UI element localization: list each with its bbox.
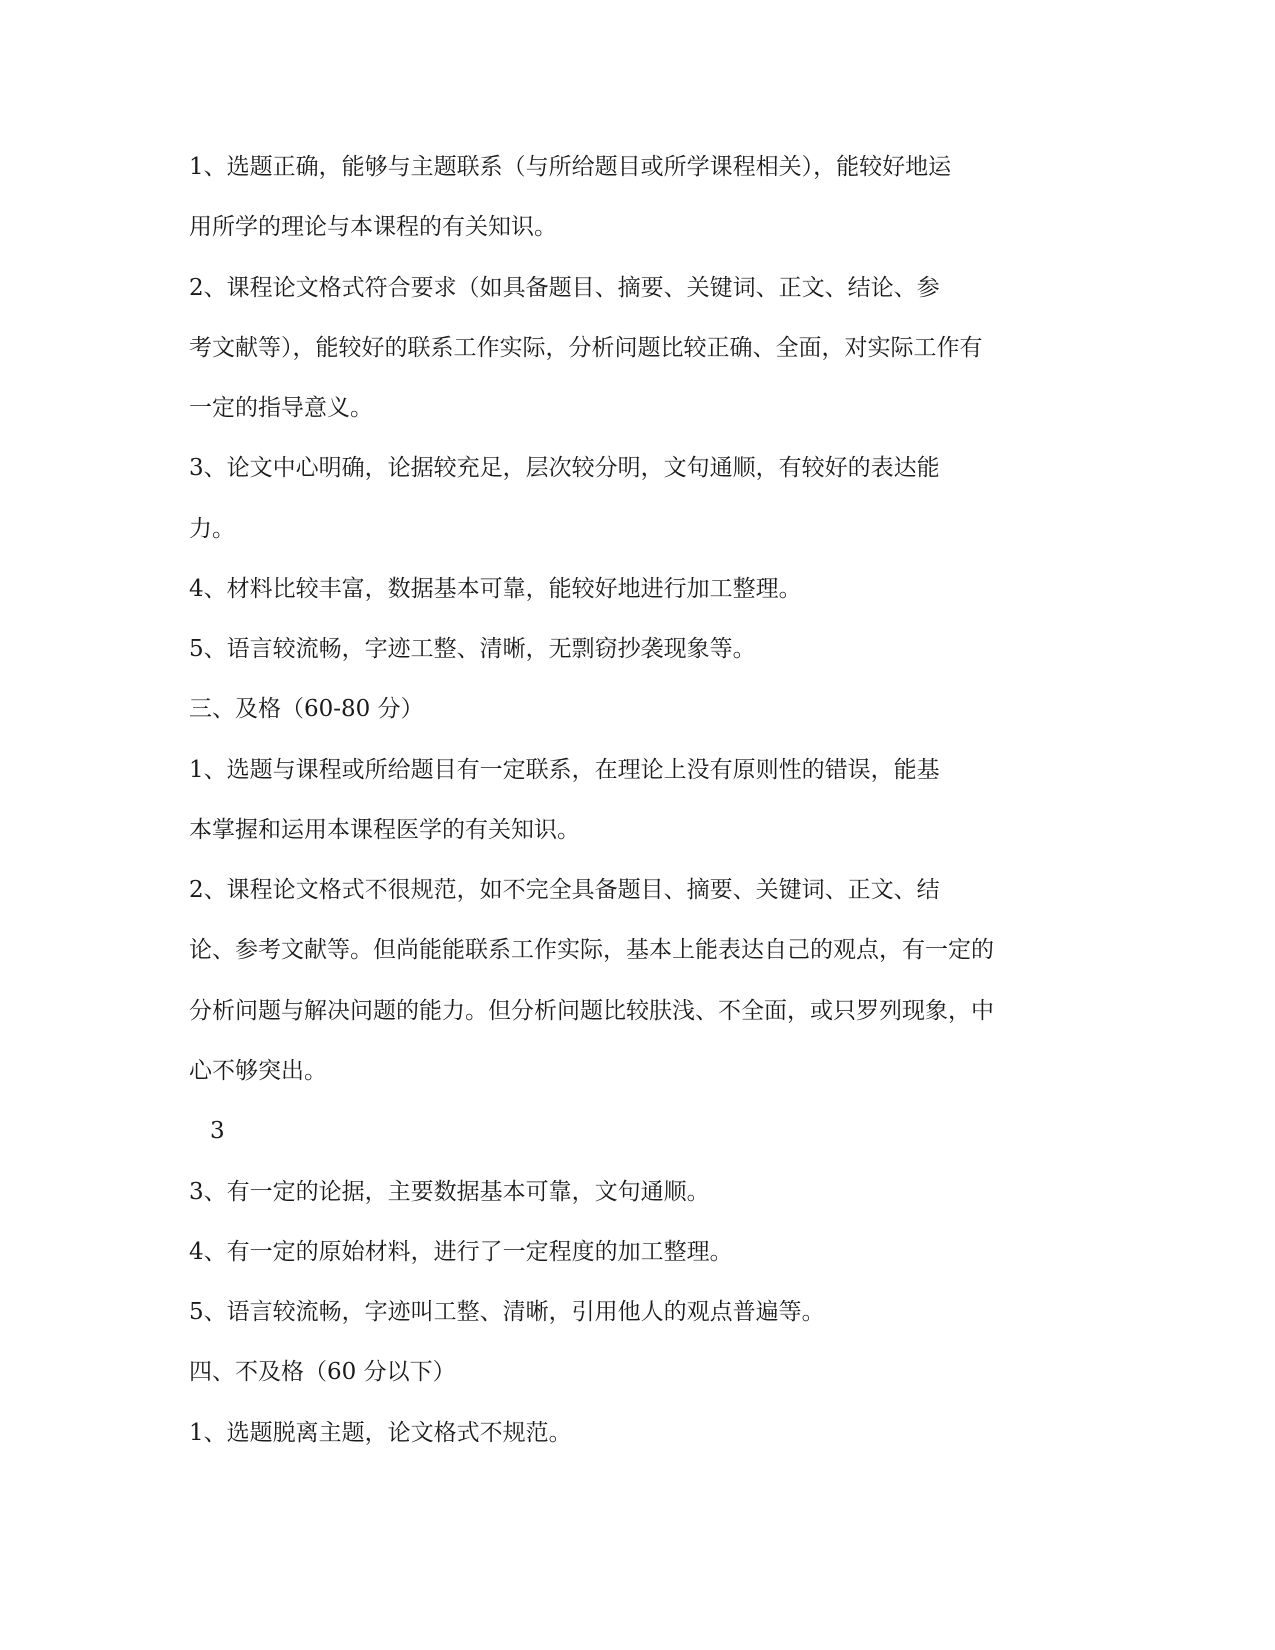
text-line: 论、参考文献等。但尚能能联系工作实际，基本上能表达自己的观点，有一定的 xyxy=(189,937,994,963)
text-line: 一定的指导意义。 xyxy=(189,395,373,421)
text-line: 用所学的理论与本课程的有关知识。 xyxy=(189,214,557,240)
text-line: 分析问题与解决问题的能力。但分析问题比较肤浅、不全面，或只罗列现象，中 xyxy=(189,998,994,1024)
section-heading: 三、及格（60-80 分） xyxy=(189,696,424,722)
text-line: 1、选题与课程或所给题目有一定联系，在理论上没有原则性的错误，能基 xyxy=(189,757,940,783)
text-line: 力。 xyxy=(189,516,235,542)
text-line: 3、有一定的论据，主要数据基本可靠，文句通顺。 xyxy=(189,1179,710,1205)
text-line: 4、有一定的原始材料，进行了一定程度的加工整理。 xyxy=(189,1239,733,1265)
page-number: 3 xyxy=(210,1118,225,1144)
text-line: 本掌握和运用本课程医学的有关知识。 xyxy=(189,817,580,843)
text-line: 2、课程论文格式不很规范，如不完全具备题目、摘要、关键词、正文、结 xyxy=(189,877,940,903)
text-line: 心不够突出。 xyxy=(189,1058,327,1084)
text-line: 考文献等），能较好的联系工作实际，分析问题比较正确、全面，对实际工作有 xyxy=(189,335,983,361)
text-line: 2、课程论文格式符合要求（如具备题目、摘要、关键词、正文、结论、参 xyxy=(189,275,940,301)
text-line: 5、语言较流畅，字迹叫工整、清晰，引用他人的观点普遍等。 xyxy=(189,1299,825,1325)
text-line: 1、选题脱离主题，论文格式不规范。 xyxy=(189,1420,572,1446)
text-line: 4、材料比较丰富，数据基本可靠，能较好地进行加工整理。 xyxy=(189,576,802,602)
text-line: 5、语言较流畅，字迹工整、清晰，无剽窃抄袭现象等。 xyxy=(189,636,756,662)
section-heading: 四、不及格（60 分以下） xyxy=(189,1359,456,1385)
text-line: 3、论文中心明确，论据较充足，层次较分明，文句通顺，有较好的表达能 xyxy=(189,455,940,481)
text-line: 1、选题正确，能够与主题联系（与所给题目或所学课程相关），能较好地运 xyxy=(189,154,952,180)
